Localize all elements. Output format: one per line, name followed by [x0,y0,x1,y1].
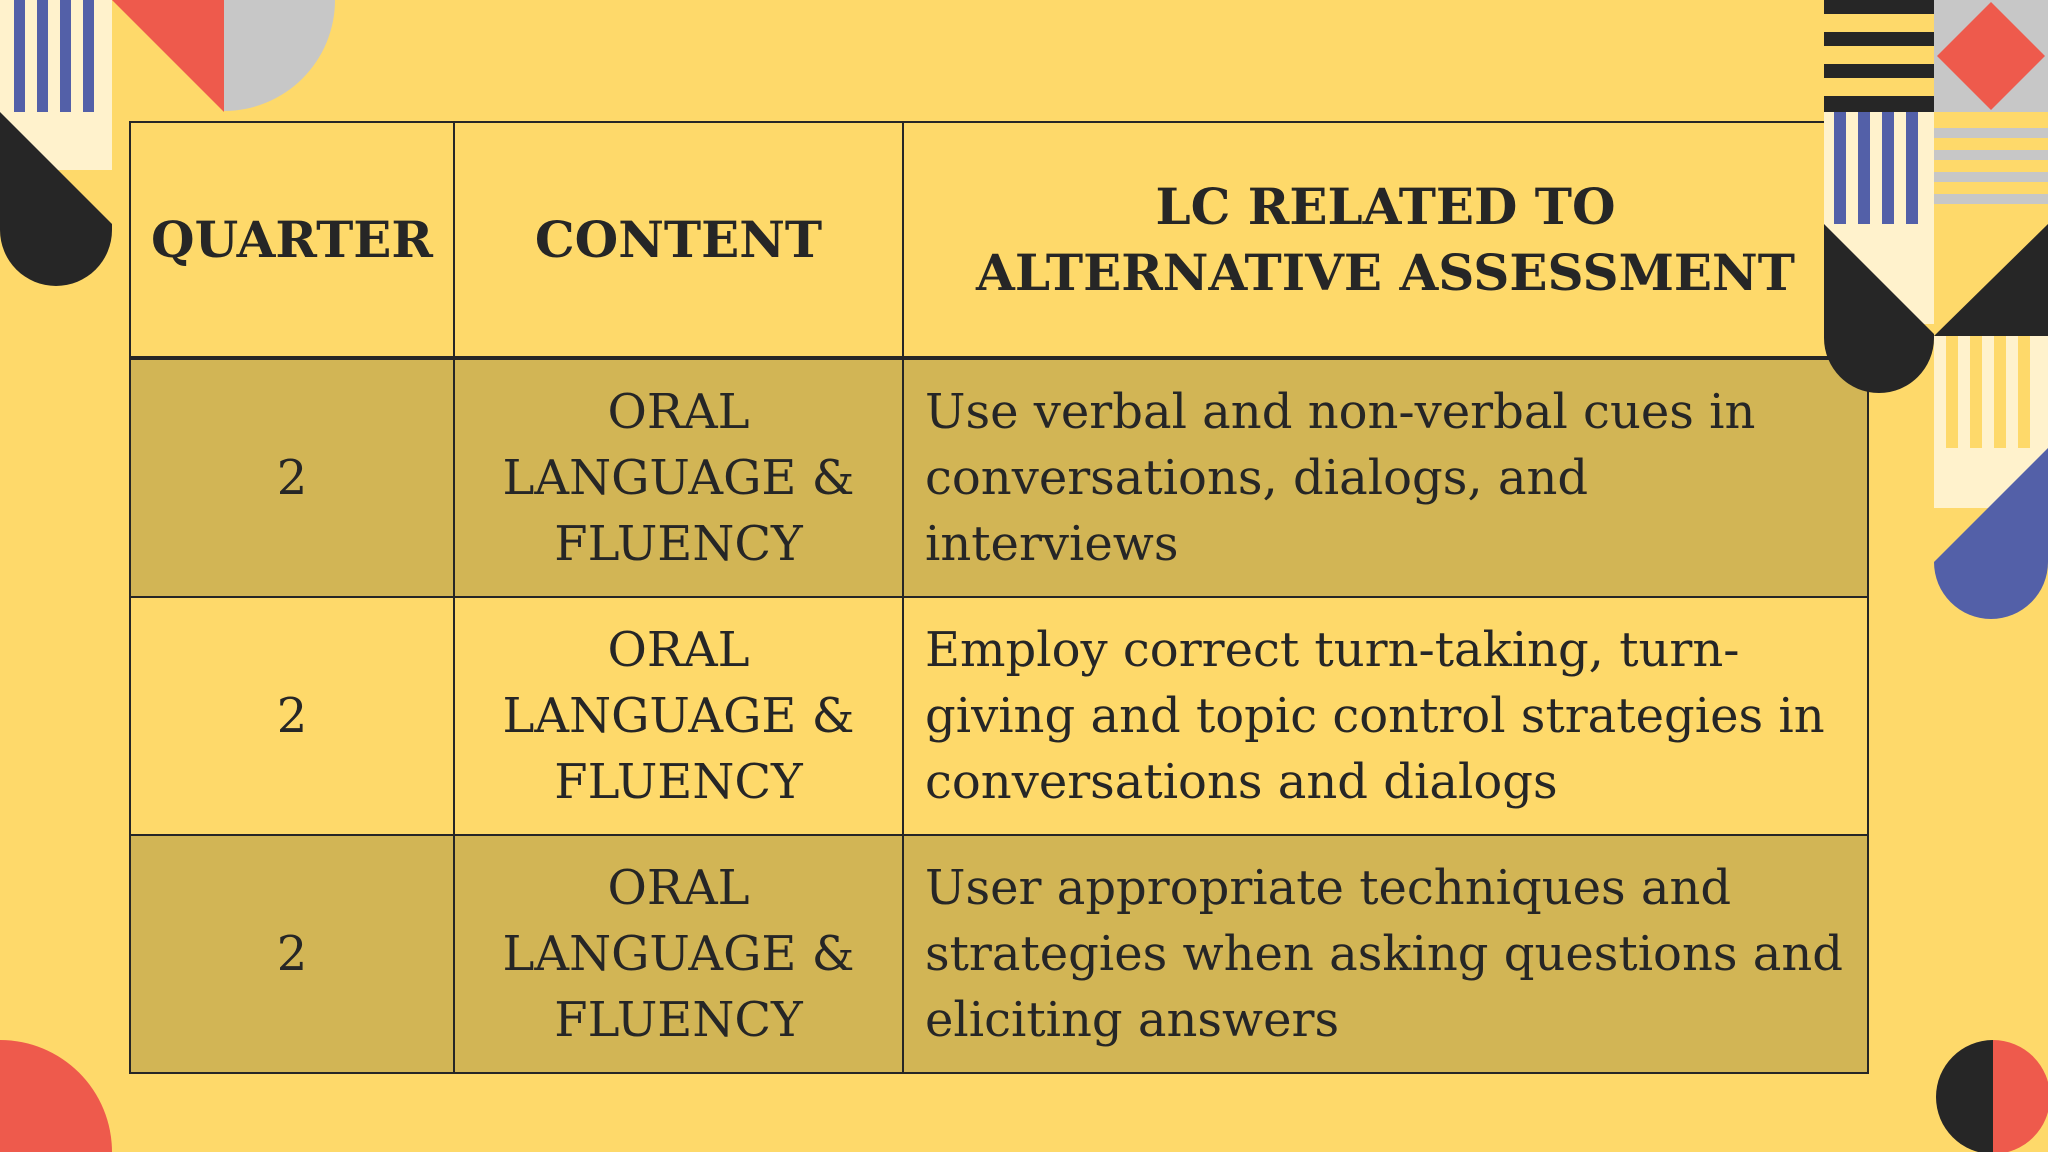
cell-quarter: 2 [130,358,454,597]
cell-content: ORAL LANGUAGE & FLUENCY [454,835,903,1073]
header-lc-related-to-alternative-assessment: LC RELATED TO ALTERNATIVE ASSESSMENT [903,122,1868,358]
cell-learning-competency: User appropriate techniques and strategies when asking questions and eliciting answers [903,835,1868,1073]
table-row [130,597,1868,835]
cell-learning-competency: Employ correct turn-taking, turn-giving and topic control strategies in conversations and dialogs [903,597,1868,835]
cell-quarter: 2 [130,597,454,835]
header-content: CONTENT [454,122,903,358]
table-row [130,358,1868,597]
learning-competencies-table [129,121,1869,1074]
cell-content: ORAL LANGUAGE & FLUENCY [454,358,903,597]
cell-quarter: 2 [130,835,454,1073]
decorative-red-circle-bottom-left [0,1040,115,1152]
table-row [130,835,1868,1073]
decorative-shapes-top-right [1818,0,2048,660]
cell-content: ORAL LANGUAGE & FLUENCY [454,597,903,835]
cell-learning-competency: Use verbal and non-verbal cues in conversations, dialogs, and interviews [903,358,1868,597]
decorative-split-circle-bottom-right [1936,1040,2048,1152]
header-quarter: QUARTER [130,122,454,358]
table-header-row [130,122,1868,358]
